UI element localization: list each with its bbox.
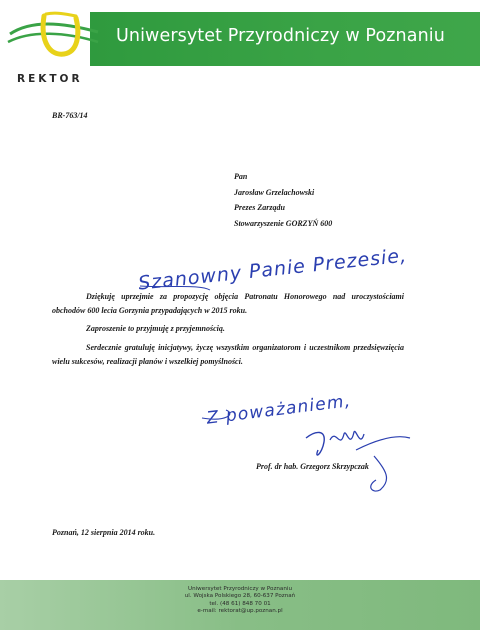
footer-address [0, 586, 480, 615]
body-paragraph-1: Dziękuję uprzejmie za propozycję objęcia Patronatu Honorowego nad uroczystościami obchodów 600 lecia Gorzynia przypadających w 2015 roku. [52, 292, 404, 316]
footer-line-street: ul. Wojska Polskiego 28, 60-637 Poznań [184, 593, 296, 600]
footer-line-phone: tel. (48 61) 848 70 01 [209, 600, 271, 607]
handwritten-signature [296, 420, 416, 494]
handwritten-greeting [130, 244, 408, 295]
recipient-name: Jarosław Grzelachowski [234, 187, 315, 197]
letter-body [52, 290, 404, 369]
office-label: REKTOR [17, 73, 83, 85]
handwritten-greeting-text: Szanowny Panie Prezesie, [137, 244, 408, 295]
body-paragraph-2: Zaproszenie to przyjmuję z przyjemnością. [86, 324, 225, 334]
footer-line-university: Uniwersytet Przyrodniczy w Poznaniu [187, 586, 292, 592]
recipient-block [234, 169, 332, 231]
recipient-salutation: Pan [234, 172, 248, 181]
handwritten-closing-text: Z poważaniem, [205, 391, 353, 429]
recipient-title: Prezes Zarządu [234, 203, 285, 212]
letterhead [0, 12, 480, 66]
date-line: Poznań, 12 sierpnia 2014 roku. [52, 528, 156, 537]
footer-line-email: e-mail: rektorat@up.poznan.pl [197, 607, 283, 614]
recipient-organization: Stowarzyszenie GORZYŃ 600 [234, 218, 333, 228]
university-name: Uniwersytet Przyrodniczy w Poznaniu [116, 26, 445, 46]
letter-footer [0, 580, 480, 630]
university-logo [6, 12, 98, 66]
reference-number: BR-763/14 [52, 111, 88, 120]
signatory-name: Prof. dr hab. Grzegorz Skrzypczak [256, 462, 369, 471]
body-paragraph-3: Serdecznie gratuluję inicjatywy, życzę wszystkim organizatorom i uczestnikom przedsięwzięcia wielu sukcesów, realizacji planów i wszelkiej pomyślności. [52, 342, 404, 366]
